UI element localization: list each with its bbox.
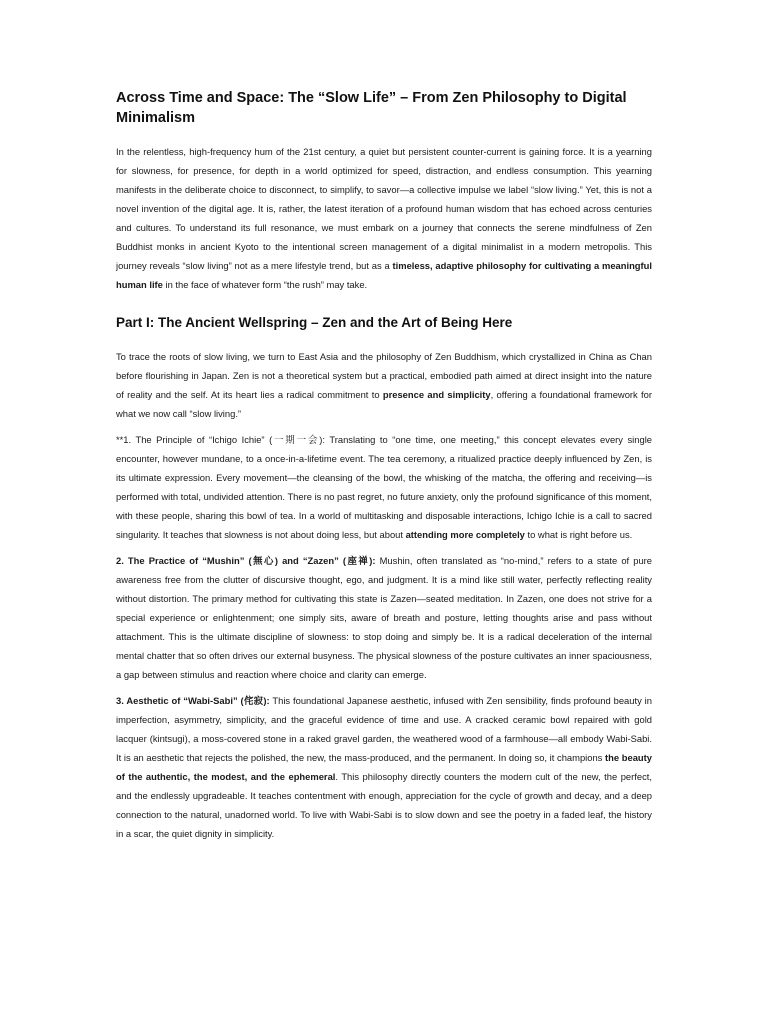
ichigo-ichie-emphasis: attending more completely [405, 529, 525, 540]
intro-emphasis: timeless, adaptive philosophy for cultivating a meaningful human life [116, 260, 652, 290]
ichigo-ichie-paragraph [116, 430, 652, 544]
wabi-sabi-emphasis: the beauty of the authentic, the modest, and the ephemeral [116, 752, 652, 782]
ichigo-ichie-text-1: **1. The Principle of “Ichigo Ichie” (一期一会): Translating to “one time, one meeting,” this concept elevates every single encounter, however mundane, to a once-in-a-lifetime event. The tea ceremony, a ritualized practice deeply influenced by Zen, is its ultimate expression. Every movement—the cleansing of the bowl, the whisking of the matcha, the offering and receiving—is performed with total, undivided attention. There is no past regret, no future anxiety, only the profound significance of this moment, with these people, sharing this bowl of tea. In a world of multitasking and disposable interactions, Ichigo Ichie is a call to sacred singularity. It teaches that slowness is not about doing less, but about [116, 434, 652, 540]
document-title: Across Time and Space: The “Slow Life” – From Zen Philosophy to Digital Minimalism [116, 90, 627, 126]
wabi-sabi-text-2: . This philosophy directly counters the modern cult of the new, the perfect, and the endlessly upgradeable. It teaches contentment with enough, appreciation for the cycle of growth and decay, and a deep connection to the natural, unadorned world. To live with Wabi-Sabi is to slow down and see the poetry in a faded leaf, the history in a scar, the quiet dignity in simplicity. [116, 771, 652, 839]
part1-intro-emphasis: presence and simplicity [382, 389, 491, 400]
wabi-sabi-text-1: This foundational Japanese aesthetic, infused with Zen sensibility, finds profound beauty in imperfection, asymmetry, simplicity, and the graceful evidence of time and use. A cracked ceramic bowl repaired with gold lacquer (kintsugi), a moss-covered stone in a raked gravel garden, the weathered wood of a farmhouse—all embody Wabi-Sabi. It is an aesthetic that rejects the polished, the new, the mass-produced, and the permanent. In doing so, it champions [116, 695, 652, 763]
ichigo-ichie-text-2: to what is right before us. [524, 529, 633, 540]
intro-text-1: In the relentless, high-frequency hum of the 21st century, a quiet but persistent counter-current is gaining force. It is a yearning for slowness, for presence, for depth in a world optimized for speed, distraction, and endless consumption. This yearning manifests in the deliberate choice to disconnect, to simplify, to savor—a collective impulse we label “slow living.” Yet, this is not a novel invention of the digital age. It is, rather, the latest iteration of a profound human wisdom that has echoed across centuries and cultures. To understand its full resonance, we must embark on a journey that connects the serene mindfulness of Zen Buddhist monks in ancient Kyoto to the intentional screen management of a digital minimalist in a modern metropolis. This journey reveals “slow living” not as a mere lifestyle trend, but as a [116, 146, 652, 271]
part1-intro-paragraph [116, 347, 652, 423]
part1-heading: Part I: The Ancient Wellspring – Zen and the Art of Being Here [116, 315, 513, 330]
intro-text-2: in the face of whatever form “the rush” may take. [162, 279, 368, 290]
wabi-sabi-lead: 3. Aesthetic of “Wabi-Sabi” (侘寂): [116, 695, 270, 706]
intro-paragraph [116, 142, 652, 294]
mushin-zazen-lead: 2. The Practice of “Mushin” (無心) and “Zazen” (座禅): [116, 555, 376, 566]
part1-intro-text-1: To trace the roots of slow living, we turn to East Asia and the philosophy of Zen Buddhism, which crystallized in China as Chan before flourishing in Japan. Zen is not a theoretical system but a practical, embodied path aimed at direct insight into the nature of reality and the self. At its heart lies a radical commitment to [116, 351, 652, 400]
mushin-zazen-paragraph [116, 551, 652, 684]
mushin-zazen-text: Mushin, often translated as “no-mind,” refers to a state of pure awareness free from the clutter of discursive thought, ego, and judgment. It is a mind like still water, perfectly reflecting reality without distortion. The primary method for cultivating this state is Zazen—seated meditation. In Zazen, one does not strive for a special experience or enlightenment; one simply sits, aware of breath and posture, letting thoughts arise and pass without attachment. This is the ultimate discipline of slowness: to stop doing and simply be. It is a radical deceleration of the internal mental chatter that so often drives our external busyness. The physical slowness of the posture cultivates an inner spaciousness, a gap between stimulus and reaction where choice and clarity can emerge. [116, 555, 652, 680]
wabi-sabi-paragraph [116, 691, 652, 843]
part1-intro-text-2: , offering a foundational framework for what we now call “slow living.” [116, 389, 652, 419]
